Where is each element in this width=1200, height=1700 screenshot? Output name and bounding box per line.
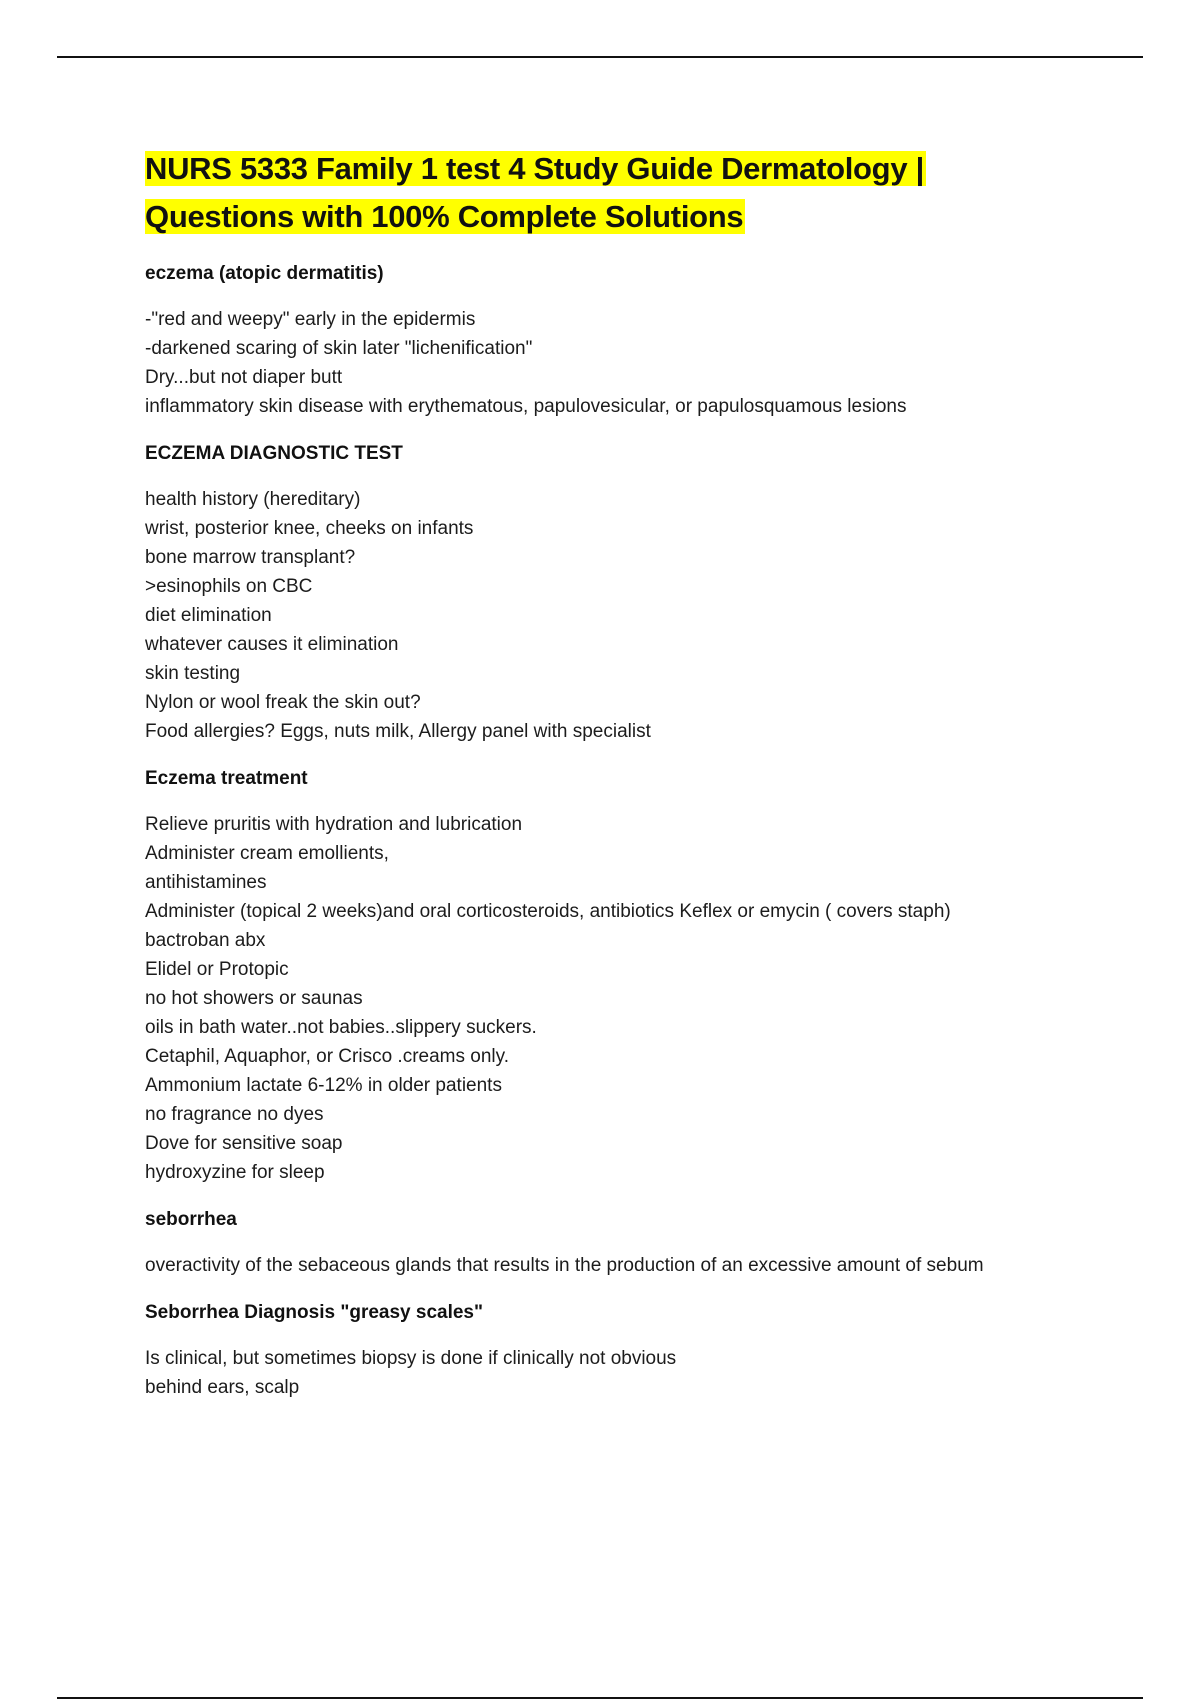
answer-block <box>145 1344 1135 1402</box>
answer-line: Dry...but not diaper butt <box>145 367 343 388</box>
answer-line: Administer (topical 2 weeks)and oral corticosteroids, antibiotics Keflex or emycin ( covers staph) <box>145 901 951 922</box>
answer-line: -"red and weepy" early in the epidermis <box>145 309 476 330</box>
qa-section <box>145 1300 1135 1402</box>
answer-line: whatever causes it elimination <box>145 634 399 655</box>
answer-line: -darkened scaring of skin later "lichenification" <box>145 338 533 359</box>
answer-line: bactroban abx <box>145 930 266 951</box>
qa-section <box>145 1207 1135 1280</box>
answer-block <box>145 305 1135 421</box>
answer-line: skin testing <box>145 663 241 684</box>
answer-line: Food allergies? Eggs, nuts milk, Allergy panel with specialist <box>145 721 651 742</box>
answer-line: Ammonium lactate 6-12% in older patients <box>145 1075 502 1096</box>
answer-line: health history (hereditary) <box>145 489 361 510</box>
question-heading: ECZEMA DIAGNOSTIC TEST <box>145 443 403 464</box>
qa-sections <box>145 261 1135 1402</box>
answer-line: inflammatory skin disease with erythematous, papulovesicular, or papulosquamous lesions <box>145 396 907 417</box>
question-heading: eczema (atopic dermatitis) <box>145 263 384 284</box>
qa-section <box>145 766 1135 1187</box>
answer-block <box>145 1251 1135 1280</box>
answer-line: Is clinical, but sometimes biopsy is done if clinically not obvious <box>145 1348 677 1369</box>
question-heading: seborrhea <box>145 1209 237 1230</box>
document-body <box>145 145 1135 1402</box>
answer-line: Dove for sensitive soap <box>145 1133 343 1154</box>
answer-line: wrist, posterior knee, cheeks on infants <box>145 518 474 539</box>
answer-block <box>145 485 1135 746</box>
answer-line: behind ears, scalp <box>145 1377 300 1398</box>
answer-line: bone marrow transplant? <box>145 547 356 568</box>
answer-line: Elidel or Protopic <box>145 959 289 980</box>
answer-line: Cetaphil, Aquaphor, or Crisco .creams only. <box>145 1046 509 1067</box>
answer-line: diet elimination <box>145 605 272 626</box>
answer-line: oils in bath water..not babies..slippery suckers. <box>145 1017 537 1038</box>
answer-line: no hot showers or saunas <box>145 988 363 1009</box>
title-line-2: Questions with 100% Complete Solutions <box>145 199 744 234</box>
question-heading: Eczema treatment <box>145 768 308 789</box>
answer-line: hydroxyzine for sleep <box>145 1162 325 1183</box>
answer-line: Administer cream emollients, <box>145 843 389 864</box>
answer-line: overactivity of the sebaceous glands that results in the production of an excessive amount of sebum <box>145 1255 984 1276</box>
answer-line: Nylon or wool freak the skin out? <box>145 692 421 713</box>
page-bottom-rule <box>57 1697 1143 1699</box>
answer-line: Relieve pruritis with hydration and lubrication <box>145 814 523 835</box>
title-line-1: NURS 5333 Family 1 test 4 Study Guide Dermatology | <box>145 151 924 186</box>
answer-line: antihistamines <box>145 872 267 893</box>
answer-line: >esinophils on CBC <box>145 576 313 597</box>
document-title <box>145 145 1135 241</box>
qa-section <box>145 261 1135 421</box>
question-heading: Seborrhea Diagnosis "greasy scales" <box>145 1302 484 1323</box>
answer-block <box>145 810 1135 1187</box>
qa-section <box>145 441 1135 746</box>
page-top-rule <box>57 56 1143 58</box>
answer-line: no fragrance no dyes <box>145 1104 324 1125</box>
